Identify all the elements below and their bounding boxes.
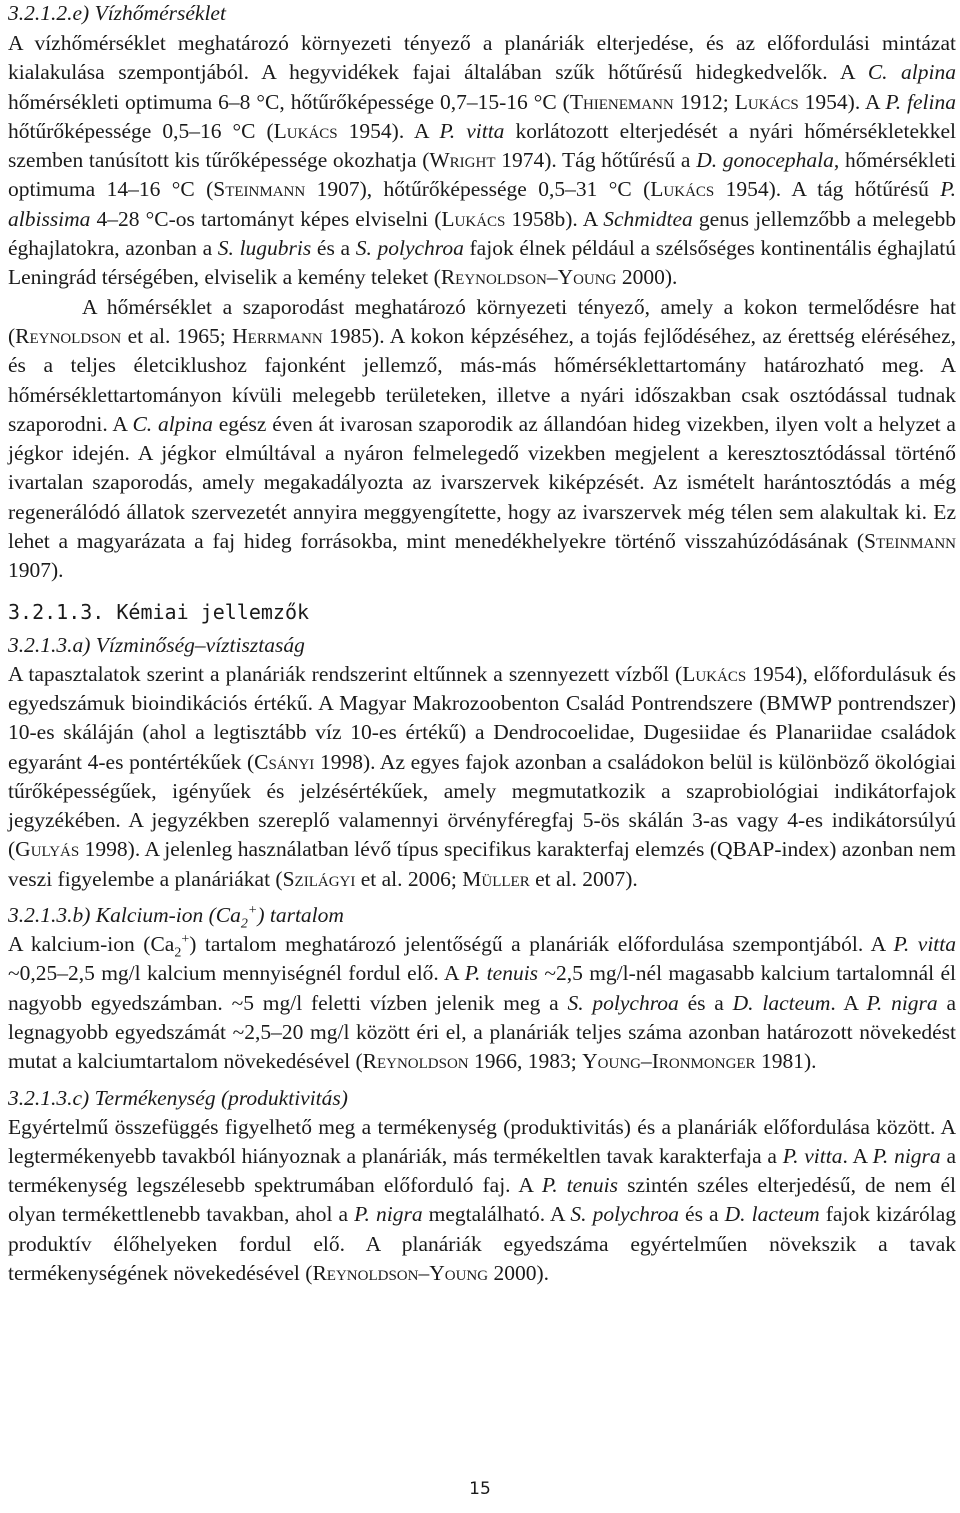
text-span: 2000). [488,1260,549,1285]
text-span: A vízhőmérséklet meghatározó környezeti tényező a planáriák elterjedése, és az előfordulási mintázat kialakulása szempontjából. A hegyvidékek fajai általában szűk hőtűrésű hidegkedvelők. A [8,31,956,85]
section-heading-productivity: 3.2.1.3.c) Termékenység (produktivitás) [8,1085,348,1110]
text-span: 1954). A [798,89,886,114]
species-name: P. tenuis [541,1173,619,1198]
text-span: ~0,25–2,5 mg/l kalcium mennyiségnél fordul elő. A [8,961,465,986]
text-span: 1954). A tág hőtűrésű [714,177,941,202]
text-span: genus jellemzőbb a melegebb éghajlatokra, azonban a [8,206,956,261]
paragraph-water-temperature-2 [8,293,956,586]
heading-text: ) tartalom [257,903,344,928]
species-name: C. alpina [132,411,213,436]
species-name: D. lacteum [724,1202,820,1227]
section-heading-chemical-characteristics: 3.2.1.3. Kémiai jellemzők [8,599,310,624]
text-span: hőmérsékleti optimuma 6–8 °C, hőtűrőképessége 0,7–15-16 °C ( [8,89,570,114]
page-number: 15 [469,1479,491,1499]
text-span: 1985). A kokon képzéséhez, a tojás fejlődéséhez, az érettség eléréséhez, és a teljes életciklushoz fajonként jellemző, más-más hőmérséklettartomány határozható meg. A hőmérséklettartományon kívüli melegebb területeken, illetve a nyári időszakban csak osztódással tudnak szaporodni. A [8,323,957,436]
species-name: P. tenuis [464,961,539,986]
author-citation: Lukács [734,89,799,114]
text-span: 1907). [8,558,64,583]
paragraph-water-quality [8,660,956,894]
author-citation: Steinmann [213,177,306,202]
text-span: 1954), előfordulásuk és egyedszámuk bioindikációs értékű. A Magyar Makrozoobenton Család Pontrendszere (BMWP pontrendszer) 10-es skáláján (ahol a legtisztább víz 10-es értékű) a Dendrocoelidae, Dugesiidae és Planariidae családok egyaránt 4-es pontértékűek ( [8,661,956,774]
text-span: 1966, 1983; [468,1049,583,1074]
species-name: P. albissima [8,177,957,231]
text-span: ) tartalom meghatározó jelentőségű a planáriák előfordulása szempontjából. A [189,932,894,957]
species-name: P. vitta [893,932,957,957]
species-name: D. lacteum [732,990,831,1015]
author-citation: Thienemann [569,89,674,114]
author-citation: Herrmann [232,323,323,348]
species-name: C. alpina [867,60,956,85]
author-citation: Wright [429,148,496,173]
author-citation: Csányi [254,749,315,774]
text-span: és a [678,990,733,1015]
author-citation: Gulyás [15,837,80,862]
author-citation: Reynoldson [15,323,122,348]
genus-name: Schmidtea [603,206,693,231]
species-name: P. vitta [439,118,505,143]
author-citation: Reynoldson–Young [440,265,617,290]
text-span: 1981). [755,1049,817,1074]
text-span: , hőmérsékleti optimuma 14–16 °C ( [8,148,956,202]
text-span: korlátozott elterjedését a nyári hőmérsékletekkel szemben tanúsított kis tűrőképessége okozhatja ( [8,118,957,173]
text-span: Egyértelmű összefüggés figyelhető meg a termékenység (produktivitás) és a planáriák előfordulása között. A legtermékenyebb tavakból hiányoznak a planáriák, más termékeltlen tavak karakterfaja a [8,1114,956,1168]
author-citation: Reynoldson–Young [312,1260,489,1285]
species-name: S. polychroa [570,1202,679,1227]
species-name: P. nigra [866,990,938,1015]
subscript: 2 [240,916,248,932]
paragraph-water-temperature-1 [8,29,956,293]
section-heading-water-temperature: 3.2.1.2.e) Vízhőmérséklet [8,1,226,25]
text-span: és a [678,1202,725,1227]
text-span: fajok élnek például a szélsőséges kontinentális éghajlatú Leningrád térségében, elviselik a kemény teleket ( [8,236,957,290]
species-name: D. gonocephala [696,148,834,173]
text-span: a legnagyobb egyedszámát ~2,5–20 mg/l között éri el, a planáriák teljes száma azonban határozott növekedést mutat a kalciumtartalom növekedésével ( [8,990,956,1074]
species-name: S. lugubris [217,236,312,261]
text-span: A tapasztalatok szerint a planáriák rendszerint eltűnnek a szennyezett vízből ( [8,661,683,686]
text-span: 1912; [673,89,735,114]
text-span: 1974). Tág hőtűrésű a [495,148,697,173]
subscript: 2 [174,945,182,961]
author-citation: Lukács [682,661,747,686]
document-page [8,0,956,1513]
author-citation: Szilágyi [282,866,356,891]
author-citation: Müller [462,866,530,891]
species-name: S. polychroa [567,990,679,1015]
species-name: S. polychroa [355,236,464,261]
text-span: és a [311,236,356,261]
text-span: 2000). [616,265,678,290]
text-span: egész éven át ivarosan szaporodik az állandóan hideg vizekben, ilyen volt a helyzet a jégkor idején. A jégkor elmúltával a nyáron felmelegedő vizekben megjelent a keresztosztódással történő ivartalan szaporodás, amely megakadályozta az ivarszervek kiképzését. Az ismételt harántosztódás a még regenerálódó állatok szervezetét annyira meggyengítette, hogy az ivarszervek még télen sem alakultak ki. Ez lehet a magyarázata a faj hideg forrásokba, mint menedékhelyekre történő visszahúzódásának ( [8,411,956,554]
text-span: et al. 1965; [121,323,233,348]
paragraph-productivity [8,1113,956,1289]
text-span: . A [842,1143,873,1168]
author-citation: Reynoldson [362,1049,469,1074]
section-heading-water-quality: 3.2.1.3.a) Vízminőség–víztisztaság [8,632,305,657]
paragraph-calcium-ion [8,930,956,1076]
text-span: fajok kizárólag produktív élőhelyeken fordul elő. A planáriák egyedszáma egyértelműen növekszik a tavak termékenységének növekedésével ( [8,1202,956,1285]
species-name: P. vitta [782,1143,843,1168]
author-citation: Lukács [273,118,338,143]
text-span: 1998). A jelenleg használatban lévő típus specifikus karakterfaj elemzés (QBAP-index) azonban nem veszi figyelembe a planáriákat ( [8,837,956,891]
species-name: P. nigra [354,1202,423,1227]
text-span: . A [830,990,867,1015]
section-heading-calcium-ion [8,902,956,932]
text-span: 1998). Az egyes fajok azonban a családokon belül is különböző ökológiai tűrőképességűek, igényűek és jelzésértékűek, amely megmutatkozik a szaprobiológiai indikátorfajok jegyzékében. A jegyzékben szereplő valamennyi örvényféregfaj 5-ös skálán 3-as vagy 4-es indikátorsúlyú ( [8,749,956,862]
text-span: megtalálható. A [422,1202,571,1227]
superscript: + [181,931,190,947]
text-span: 1954). A [337,118,440,143]
text-span: szintén széles elterjedésű, de nem él olyan termékettlenebb tavakban, ahol a [8,1173,957,1227]
text-span: et al. 2007). [529,866,638,891]
text-span: A kalcium-ion (Ca [8,932,175,957]
text-span: 4–28 °C-os tartományt képes elviselni ( [90,206,442,231]
superscript: + [247,902,258,918]
author-citation: Steinmann [864,529,956,554]
text-span: A hőmérséklet a szaporodást meghatározó környezeti tényező, amely a kokon termelődésre hat ( [8,294,956,348]
heading-text: 3.2.1.3.b) Kalcium-ion (Ca [8,903,241,928]
author-citation: Lukács [650,177,715,202]
text-span: 1958b). A [505,206,604,231]
text-span: 1907), hőtűrőképessége 0,5–31 °C ( [305,177,651,202]
text-span: et al. 2006; [355,866,463,891]
author-citation: Young–Ironmonger [582,1049,756,1074]
species-name: P. nigra [872,1143,941,1168]
species-name: P. felina [885,89,957,114]
text-span: ~2,5 mg/l-nél magasabb kalcium tartalomnál él nagyobb egyedszámban. ~5 mg/l feletti vízben jelenik meg a [8,961,956,1015]
text-span: a termékenység legszélesebb spektrumában előforduló faj. A [8,1143,956,1198]
text-span: hőtűrőképessége 0,5–16 °C ( [8,118,274,143]
author-citation: Lukács [441,206,506,231]
